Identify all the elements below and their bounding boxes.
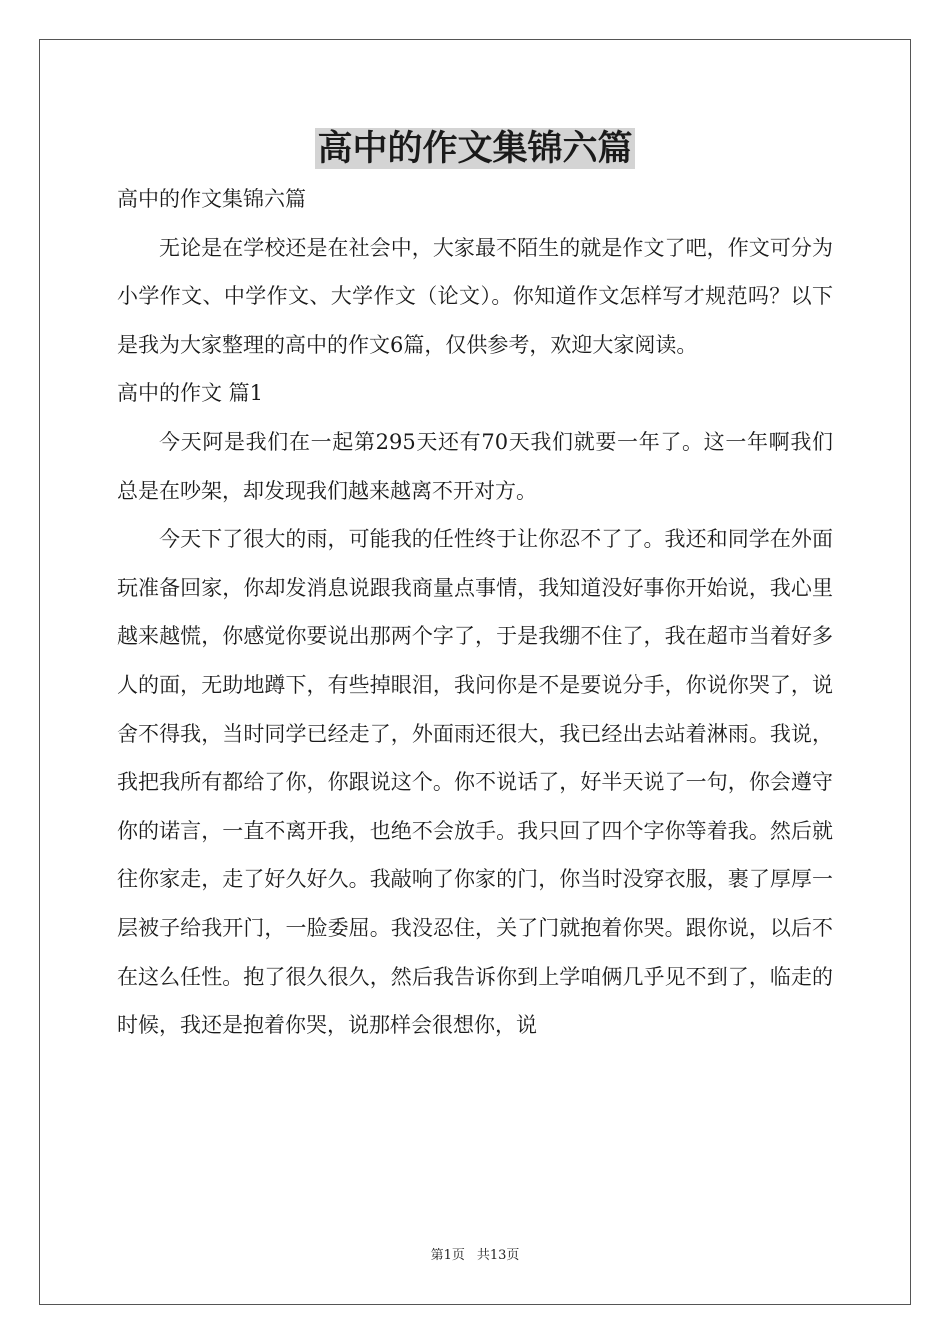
section-heading: 高中的作文 篇1: [117, 381, 264, 406]
page-total: 共13页: [476, 1248, 520, 1263]
paragraph: 今天阿是我们在一起第295天还有70天我们就要一年了。这一年啊我们总是在吵架，却发现我们越来越离不开对方。: [117, 429, 833, 503]
paragraph-intro: 无论是在学校还是在社会中，大家最不陌生的就是作文了吧，作文可分为小学作文、中学作文、大学作文（论文）。你知道作文怎样写才规范吗？以下是我为大家整理的高中的作文6篇，仅供参考，欢迎大家阅读。: [117, 235, 833, 357]
paragraph: 今天下了很大的雨，可能我的任性终于让你忍不了了。我还和同学在外面玩准备回家，你却发消息说跟我商量点事情，我知道没好事你开始说，我心里越来越慌，你感觉你要说出那两个字了，于是我绷不住了，我在超市当着好多人的面，无助地蹲下，有些掉眼泪，我问你是不是要说分手，你说你哭了，说舍不得我，当时同学已经走了，外面雨还很大，我已经出去站着淋雨。我说，我把我所有都给了你，你跟说这个。你不说话了，好半天说了一句，你会遵守你的诺言，一直不离开我，也绝不会放手。我只回了四个字你等着我。然后就往你家走，走了好久好久。我敲响了你家的门，你当时没穿衣服，裹了厚厚一层被子给我开门，一脸委屈。我没忍住，关了门就抱着你哭。跟你说，以后不在这么任性。抱了很久很久，然后我告诉你到上学咱俩几乎见不到了，临走的时候，我还是抱着你哭，说那样会很想你，说: [117, 527, 833, 1038]
paragraph-subtitle: 高中的作文集锦六篇: [117, 187, 306, 211]
page-number: 第1页: [430, 1248, 465, 1263]
document-body: [117, 175, 833, 1050]
page-footer: [0, 1246, 950, 1266]
document-title: [0, 124, 950, 174]
document-title-text: 高中的作文集锦六篇: [317, 128, 633, 169]
